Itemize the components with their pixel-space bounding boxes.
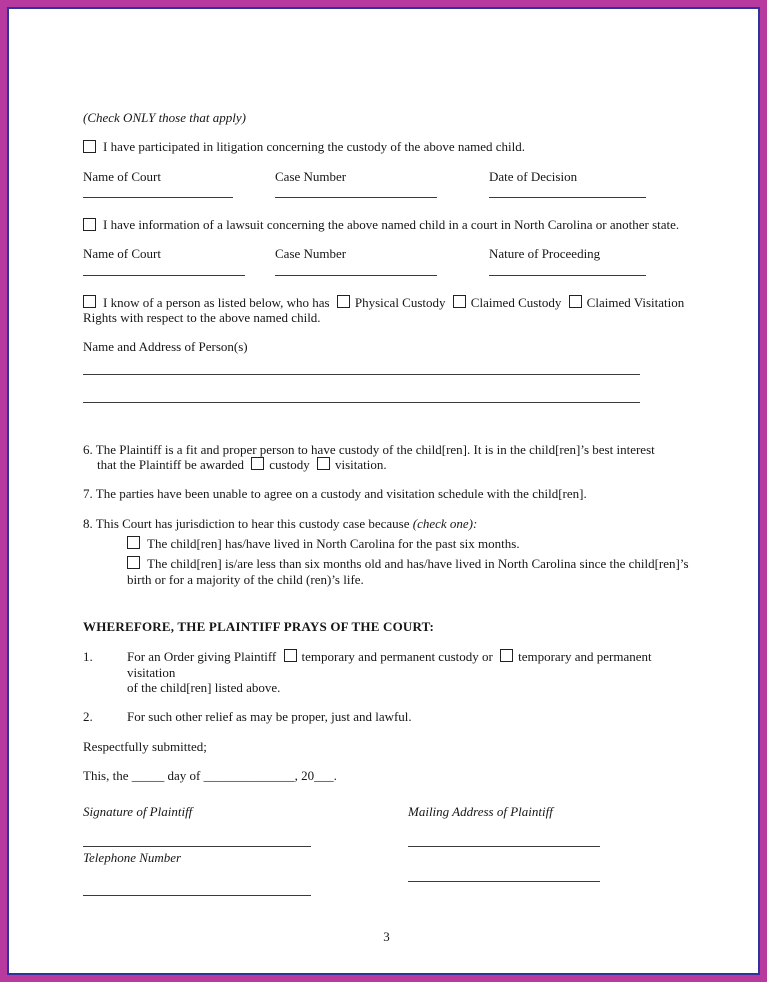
since-birth-label: The child[ren] is/are less than six months old and has/have lived in North Carolina since the child[ren]’s birth or for a majority of the child (ren)’s life. [127, 556, 689, 587]
item-8-pre: 8. This Court has jurisdiction to hear this custody case because [83, 515, 413, 531]
visitation-label: visitation. [335, 456, 387, 472]
case-number-line-2 [275, 262, 437, 276]
custody-label: custody [269, 456, 310, 472]
lawsuit-label: I have information of a lawsuit concerning the above named child in a court in North Carolina or another state. [103, 216, 680, 232]
temporary-visitation-checkbox[interactable] [500, 649, 513, 662]
litigation-columns [83, 169, 690, 198]
visitation-checkbox[interactable] [317, 457, 330, 470]
case-number-line [275, 184, 437, 198]
lawsuit-columns [83, 246, 690, 275]
physical-custody-label: Physical Custody [354, 294, 446, 310]
prayer-2-number: 2. [83, 709, 93, 725]
prayer-1 [83, 649, 690, 695]
prayer-2-text: For such other relief as may be proper, just and lawful. [127, 709, 412, 725]
physical-custody-checkbox[interactable] [337, 295, 350, 308]
court-name-line-2 [83, 262, 245, 276]
claimed-visitation-label: Claimed Visitation [586, 294, 685, 310]
claimed-visitation-checkbox[interactable] [569, 295, 582, 308]
instructions-note: (Check ONLY those that apply) [83, 110, 246, 125]
since-birth-checkbox[interactable] [127, 556, 140, 569]
court-name-header: Name of Court [83, 168, 161, 184]
names-line-1 [83, 358, 640, 375]
claimed-custody-checkbox[interactable] [453, 295, 466, 308]
prayer-1-number: 1. [83, 649, 93, 665]
item-6 [83, 442, 690, 473]
mailing-address-label: Mailing Address of Plaintiff [408, 804, 553, 820]
telephone-line [83, 881, 311, 896]
prayer-1-pre: For an Order giving Plaintiff [127, 649, 277, 665]
mailing-address-line-2 [408, 867, 600, 882]
signature-section [83, 804, 690, 896]
signature-line [83, 832, 311, 847]
case-number-header: Case Number [275, 168, 347, 184]
decision-date-line [489, 184, 646, 198]
item-6-line2-pre: that the Plaintiff be awarded [97, 456, 245, 472]
lawsuit-item [83, 217, 690, 232]
litigation-label: I have participated in litigation concerning the custody of the above named child. [103, 139, 525, 155]
page-number: 3 [383, 928, 390, 944]
six-months-label: The child[ren] has/have lived in North Carolina for the past six months. [147, 535, 520, 551]
signature-label: Signature of Plaintiff [83, 804, 193, 820]
names-line-2 [83, 386, 640, 403]
item-8-option-1 [127, 536, 690, 551]
court-name-header-2: Name of Court [83, 246, 161, 262]
custody-checkbox[interactable] [251, 457, 264, 470]
know-person-checkbox[interactable] [83, 295, 96, 308]
names-addresses-label: Name and Address of Person(s) [83, 339, 248, 355]
decision-date-header: Date of Decision [489, 168, 578, 184]
prayer-1-line2: of the child[ren] listed above. [127, 679, 281, 695]
check-one-note: (check one): [412, 515, 478, 531]
prayer-2 [83, 709, 690, 724]
page-inner-border [7, 7, 760, 975]
know-person-item [83, 295, 690, 326]
litigation-checkbox[interactable] [83, 140, 96, 153]
item-8-option-2 [127, 556, 690, 587]
case-number-header-2: Case Number [275, 246, 347, 262]
date-line: This, the _____ day of ______________, 20___. [83, 767, 337, 783]
temporary-visitation-label: temporary and permanent visitation [127, 649, 652, 680]
temporary-custody-label: temporary and permanent custody or [301, 649, 493, 665]
proceeding-nature-line [489, 262, 646, 276]
item-6-line1: 6. The Plaintiff is a fit and proper person to have custody of the child[ren]. It is in the child[ren]’s best interest [83, 441, 655, 457]
six-months-checkbox[interactable] [127, 536, 140, 549]
wherefore-heading: WHEREFORE, THE PLAINTIFF PRAYS OF THE COURT: [83, 618, 435, 634]
mailing-address-line-1 [408, 832, 600, 847]
know-person-tail: Rights with respect to the above named child. [83, 309, 321, 325]
court-name-line [83, 184, 233, 198]
temporary-custody-checkbox[interactable] [284, 649, 297, 662]
telephone-label: Telephone Number [83, 849, 182, 865]
lawsuit-checkbox[interactable] [83, 218, 96, 231]
proceeding-nature-header: Nature of Proceeding [489, 246, 601, 262]
claimed-custody-label: Claimed Custody [470, 294, 562, 310]
form-page [9, 9, 758, 944]
litigation-item [83, 139, 690, 154]
know-person-pre: I know of a person as listed below, who has [103, 294, 330, 310]
item-7: 7. The parties have been unable to agree on a custody and visitation schedule with the child[ren]. [83, 486, 587, 502]
item-8 [83, 516, 690, 587]
respectfully-submitted: Respectfully submitted; [83, 738, 207, 754]
